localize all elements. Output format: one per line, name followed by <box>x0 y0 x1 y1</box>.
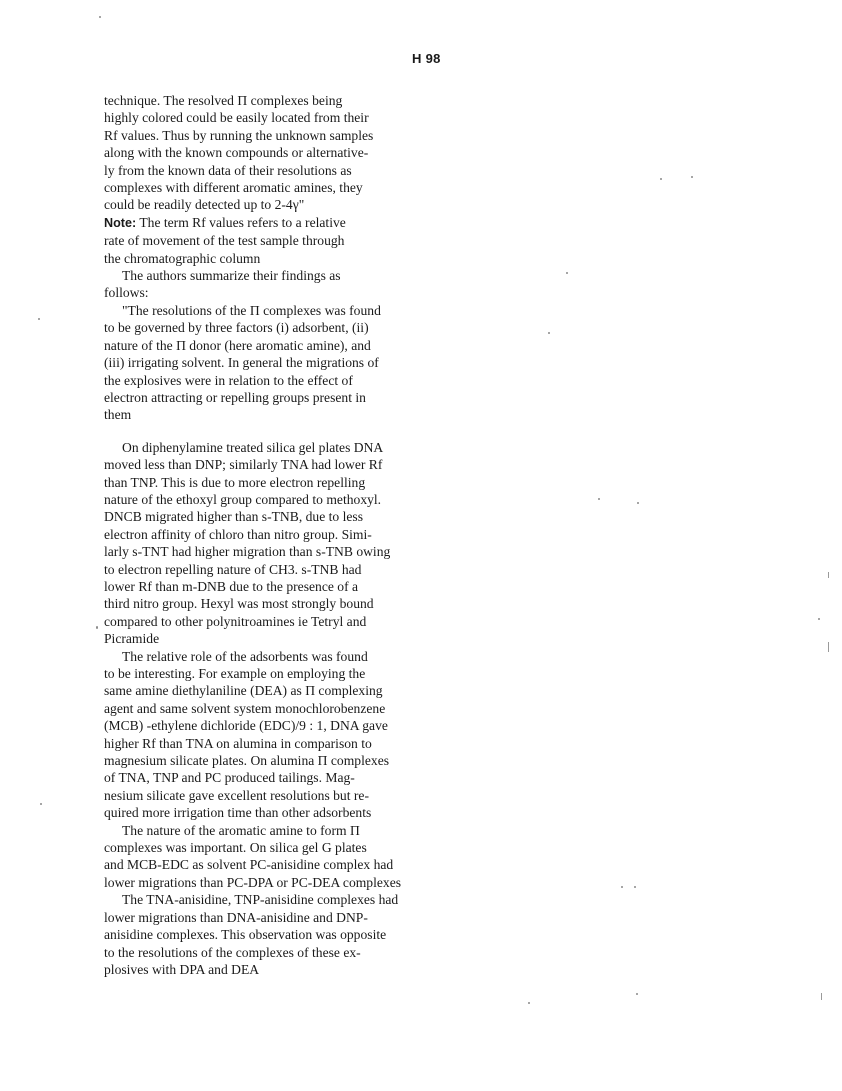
scan-speck <box>548 332 550 334</box>
text-line: plosives with DPA and DEA <box>104 961 260 977</box>
text-line: lower migrations than DNA-anisidine and DNP- <box>104 909 368 925</box>
text-line: nature of the Π donor (here aromatic amine), and <box>104 337 371 353</box>
text-line <box>104 214 449 232</box>
text-line: complexes with different aromatic amines, they <box>104 180 363 196</box>
paragraph <box>104 822 449 892</box>
scan-speck <box>621 886 623 888</box>
text-line: the explosives were in relation to the effect of <box>104 372 353 388</box>
text-line: (iii) irrigating solvent. In general the migrations of <box>104 355 379 371</box>
text-line: The authors summarize their findings as <box>122 268 341 284</box>
text-line: to electron repelling nature of CH3. s-TNB had <box>104 561 362 577</box>
text-line: DNCB migrated higher than s-TNB, due to less <box>104 509 363 525</box>
scan-speck <box>566 272 568 274</box>
text-line: third nitro group. Hexyl was most strongly bound <box>104 596 374 612</box>
scan-speck <box>38 318 40 320</box>
paragraph <box>104 267 449 302</box>
text-line: lower Rf than m-DNB due to the presence of a <box>104 578 359 594</box>
text-line: same amine diethylaniline (DEA) as Π complexing <box>104 683 383 699</box>
quotation-paragraph <box>104 302 449 424</box>
paragraph <box>104 648 449 822</box>
text-line: The TNA-anisidine, TNP-anisidine complexes had <box>122 892 399 908</box>
scan-speck <box>691 176 693 178</box>
text-line: highly colored could be easily located from their <box>104 110 369 126</box>
text-line: "The resolutions of the Π complexes was found <box>122 302 381 318</box>
text-line: moved less than DNP; similarly TNA had lower Rf <box>104 457 383 473</box>
text-line: along with the known compounds or alternative- <box>104 145 369 161</box>
text-line: follows: <box>104 285 149 301</box>
text-line: magnesium silicate plates. On alumina Π complexes <box>104 753 390 769</box>
text-line: them <box>104 407 132 423</box>
scan-speck <box>660 178 662 180</box>
scan-speck <box>636 993 638 995</box>
scan-speck <box>96 626 98 629</box>
page-number: H 98 <box>412 51 441 66</box>
text-line: to the resolutions of the complexes of these ex- <box>104 944 361 960</box>
text-line: could be readily detected up to 2-4γ" <box>104 197 305 213</box>
text-line: technique. The resolved Π complexes being <box>104 93 343 108</box>
text-line: lower migrations than PC-DPA or PC-DEA complexes <box>104 874 402 890</box>
text-line: complexes was important. On silica gel G plates <box>104 840 367 856</box>
scan-mark <box>828 572 829 578</box>
text-line: electron attracting or repelling groups present in <box>104 389 366 405</box>
paragraph <box>104 439 449 648</box>
text-line: The relative role of the adsorbents was found <box>122 648 368 664</box>
scan-speck <box>637 502 639 504</box>
note-paragraph <box>104 214 449 267</box>
text-line: than TNP. This is due to more electron repelling <box>104 474 366 490</box>
text-line: to be governed by three factors (i) adsorbent, (ii) <box>104 320 369 336</box>
paragraph <box>104 891 449 978</box>
text-line: electron affinity of chloro than nitro group. Simi- <box>104 526 372 542</box>
text-line: Rf values. Thus by running the unknown samples <box>104 127 374 143</box>
scan-speck <box>99 16 101 18</box>
scan-mark <box>828 642 829 652</box>
text-line: Picramide <box>104 631 160 647</box>
scan-mark <box>821 993 822 1000</box>
text-line: larly s-TNT had higher migration than s-TNB owing <box>104 544 391 560</box>
text-line: The nature of the aromatic amine to form Π <box>122 822 360 838</box>
text-line: to be interesting. For example on employing the <box>104 666 366 681</box>
text-line: higher Rf than TNA on alumina in comparison to <box>104 735 372 751</box>
text-line: of TNA, TNP and PC produced tailings. Mag- <box>104 770 355 786</box>
note-text: The term Rf values refers to a relative <box>136 214 346 230</box>
text-line: ly from the known data of their resolutions as <box>104 162 352 178</box>
note-label: Note: <box>104 215 137 230</box>
text-line: quired more irrigation time than other adsorbents <box>104 805 372 821</box>
text-line: (MCB) -ethylene dichloride (EDC)/9 : 1, DNA gave <box>104 718 388 734</box>
scan-speck <box>528 1002 530 1004</box>
scan-speck <box>634 886 636 888</box>
text-line: rate of movement of the test sample through <box>104 233 345 249</box>
text-line: compared to other polynitroamines ie Tetryl and <box>104 613 367 629</box>
text-line: the chromatographic column <box>104 250 261 266</box>
paragraph <box>104 92 449 214</box>
text-line: agent and same solvent system monochlorobenzene <box>104 700 386 716</box>
text-line: nesium silicate gave excellent resolutions but re- <box>104 787 369 803</box>
scan-speck <box>818 618 820 620</box>
text-line: On diphenylamine treated silica gel plates DNA <box>122 439 384 455</box>
text-line: anisidine complexes. This observation was opposite <box>104 927 387 943</box>
text-line: and MCB-EDC as solvent PC-anisidine complex had <box>104 857 394 873</box>
text-line: nature of the ethoxyl group compared to methoxyl. <box>104 491 382 507</box>
scan-speck <box>40 803 42 805</box>
scan-speck <box>598 498 600 500</box>
body-text <box>104 92 449 978</box>
